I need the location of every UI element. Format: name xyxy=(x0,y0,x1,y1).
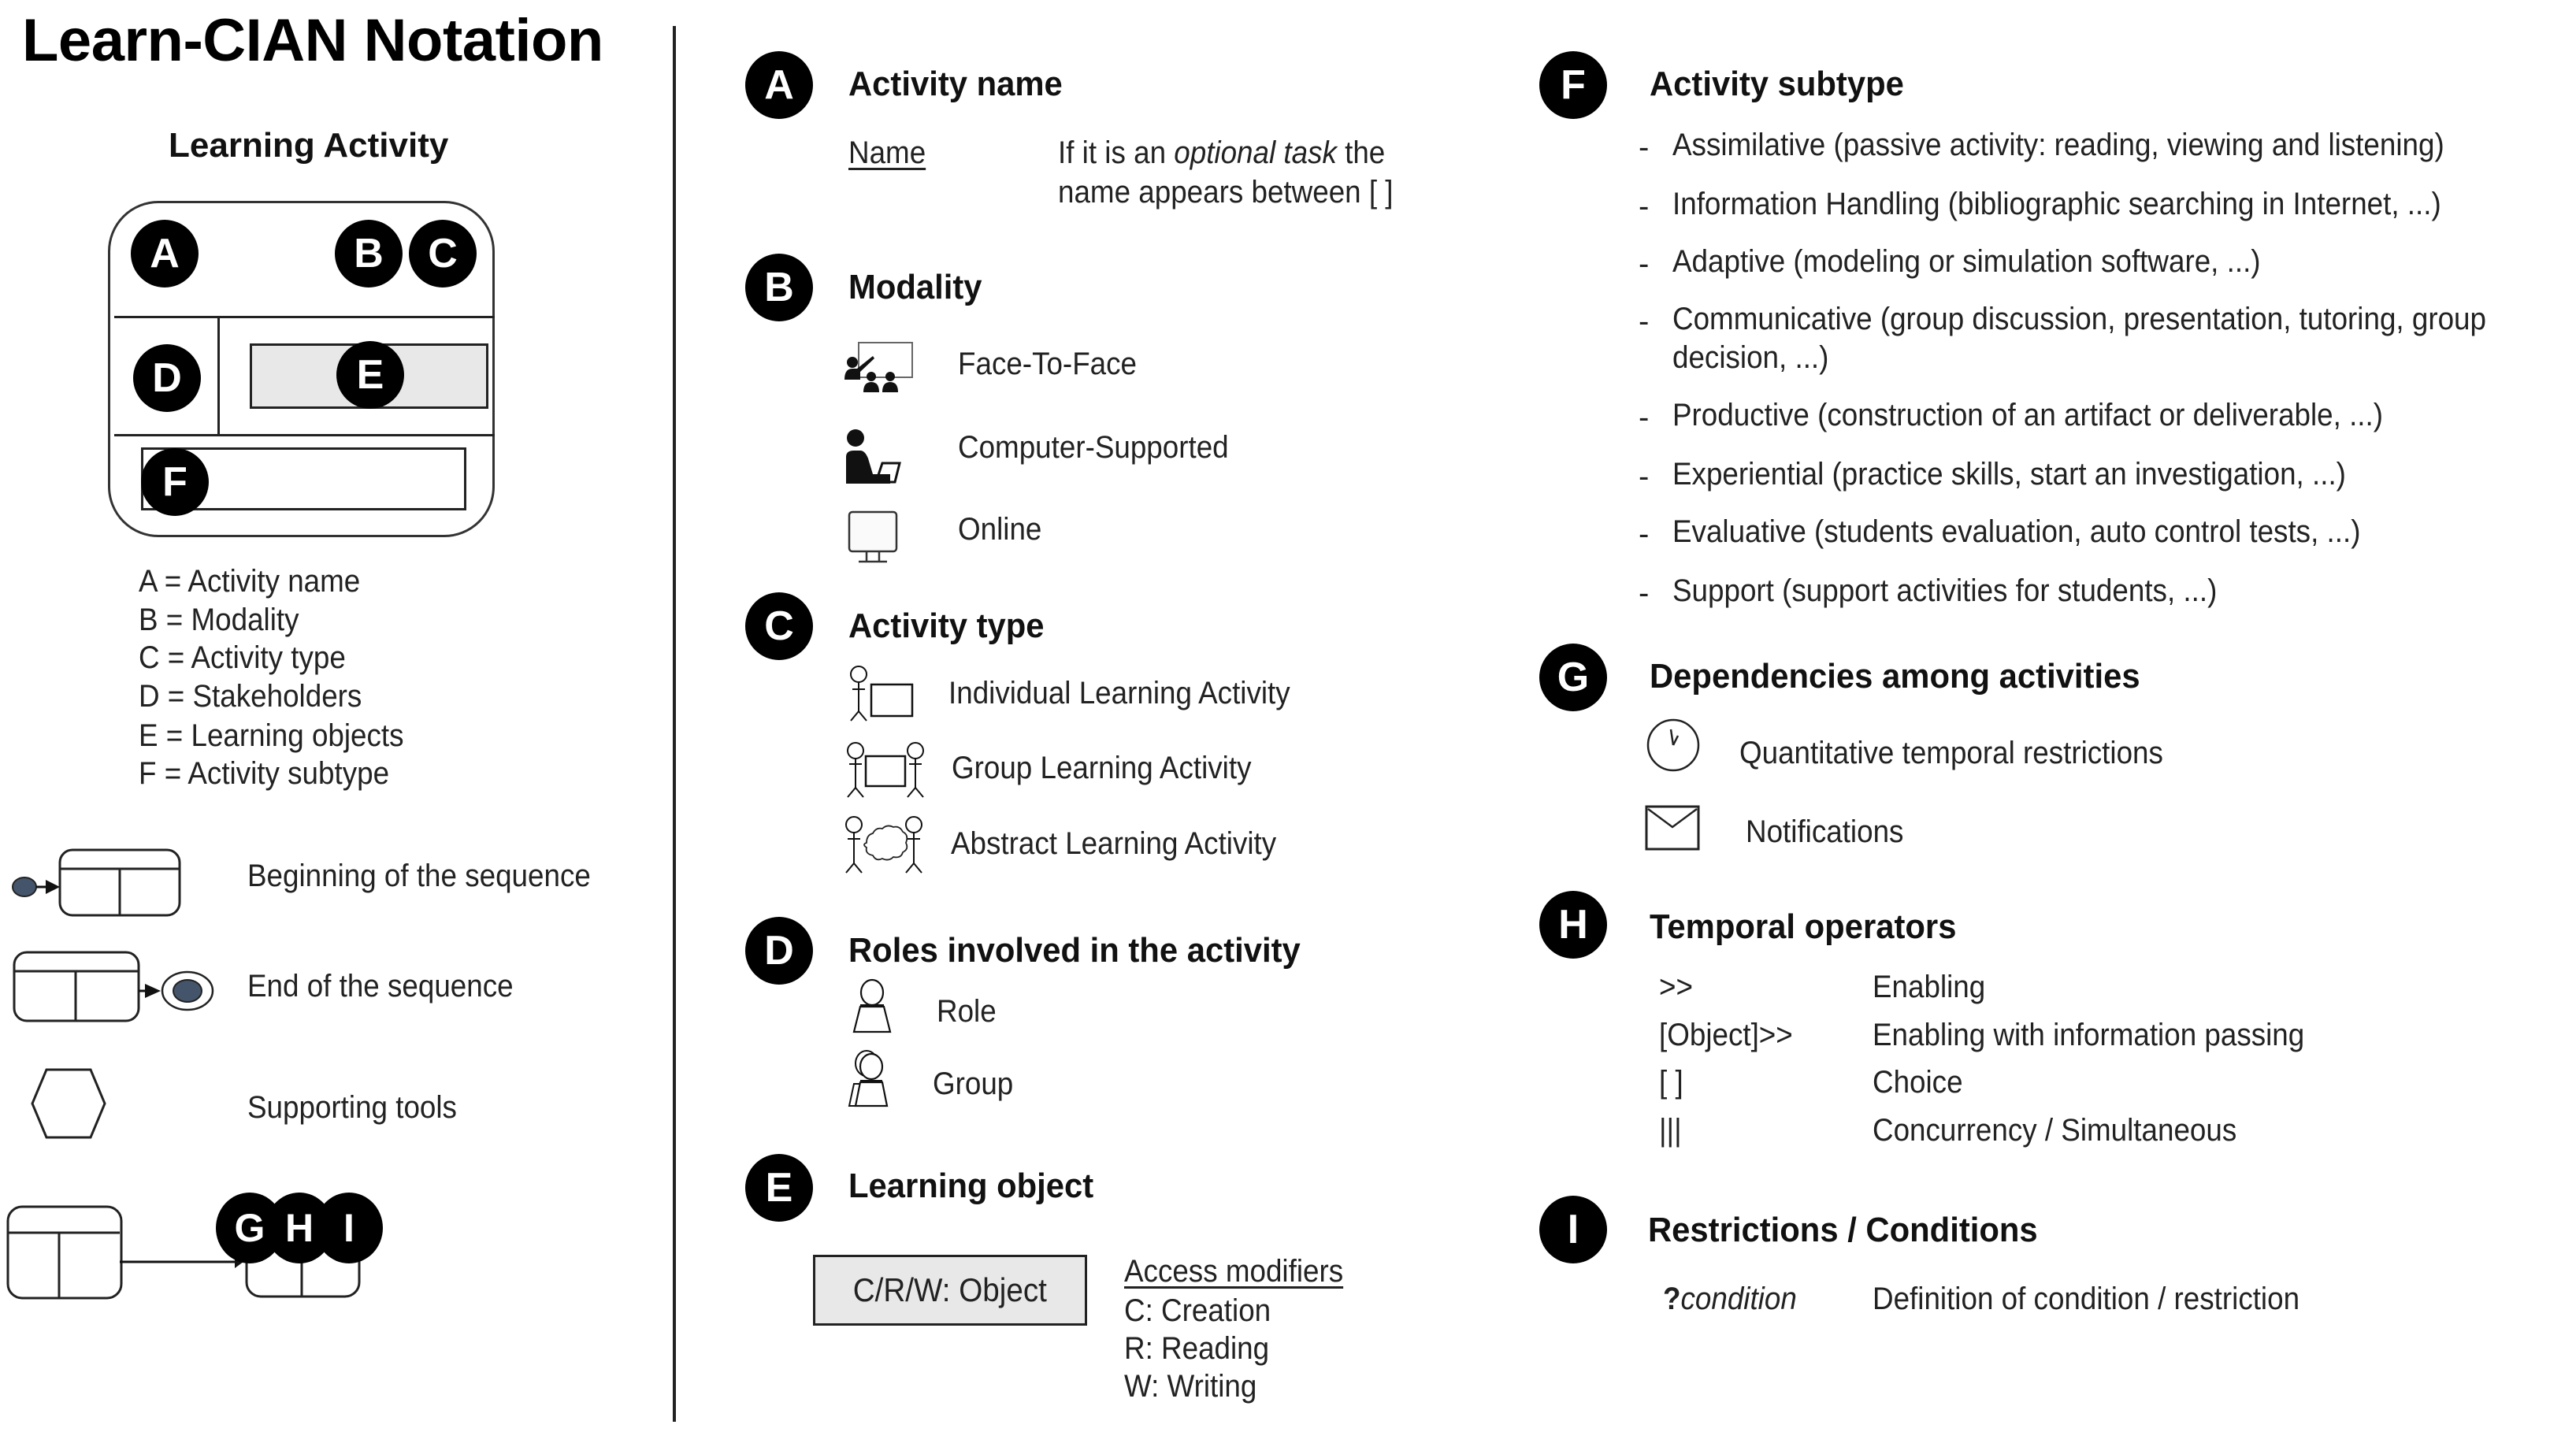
envelope-icon xyxy=(1645,803,1708,859)
section-d-title: Roles involved in the activity xyxy=(848,931,1301,970)
section-f-title: Activity subtype xyxy=(1650,65,1904,103)
legend-item: E = Learning objects xyxy=(139,718,404,753)
start-node-label: Beginning of the sequence xyxy=(247,859,591,893)
end-node-label: End of the sequence xyxy=(247,969,514,1004)
section-c-title: Activity type xyxy=(848,607,1045,645)
computer-supported-icon xyxy=(843,425,914,488)
subtype-item-continued: decision, ...) xyxy=(1672,340,1829,375)
legend-item: B = Modality xyxy=(139,603,299,637)
badge-c: C xyxy=(409,220,477,288)
section-b-badge: B xyxy=(745,254,813,321)
subtype-item: Assimilative (passive activity: reading, viewing and listening) xyxy=(1672,128,2444,162)
operator-symbol: >> xyxy=(1659,970,1693,1004)
name-label: Name xyxy=(848,135,926,170)
access-modifier: R: Reading xyxy=(1124,1331,1270,1366)
modality-computer-supported: Computer-Supported xyxy=(958,430,1229,465)
operator-symbol: [ ] xyxy=(1659,1065,1683,1100)
subtype-item: Communicative (group discussion, presentation, tutoring, group xyxy=(1672,302,2486,336)
legend-item: F = Activity subtype xyxy=(139,756,390,791)
group-activity-icon xyxy=(841,742,928,805)
page-title: Learn-CIAN Notation xyxy=(22,7,603,74)
operator-meaning: Enabling with information passing xyxy=(1873,1018,2305,1052)
group-role-icon xyxy=(848,1049,903,1112)
clock-icon xyxy=(1646,718,1709,781)
individual-activity-icon xyxy=(843,666,922,729)
bullet: - xyxy=(1639,400,1650,435)
access-modifier: C: Creation xyxy=(1124,1293,1271,1328)
section-c-badge: C xyxy=(745,592,813,660)
section-h-title: Temporal operators xyxy=(1650,907,1957,946)
legend-item: C = Activity type xyxy=(139,640,346,675)
condition-prefix: ? xyxy=(1663,1282,1681,1316)
activity-box-divider-top xyxy=(114,316,495,318)
group-label: Group xyxy=(933,1067,1014,1101)
learning-activity-subtitle: Learning Activity xyxy=(169,126,449,165)
operator-symbol: ||| xyxy=(1659,1113,1682,1148)
bullet: - xyxy=(1639,459,1650,494)
section-h-badge: H xyxy=(1539,891,1607,959)
activity-type-group: Group Learning Activity xyxy=(952,751,1252,785)
section-f-badge: F xyxy=(1539,51,1607,119)
subtype-item: Information Handling (bibliographic searching in Internet, ...) xyxy=(1672,187,2441,221)
bullet: - xyxy=(1639,247,1650,281)
hexagon-icon xyxy=(0,1063,189,1150)
subtype-item: Evaluative (students evaluation, auto control tests, ...) xyxy=(1672,514,2361,549)
badge-b: B xyxy=(335,220,403,288)
learning-object-box xyxy=(813,1255,1087,1326)
activity-type-abstract: Abstract Learning Activity xyxy=(951,826,1277,861)
desc-text: If it is an xyxy=(1058,135,1175,170)
badge-f: F xyxy=(141,448,209,516)
subtype-item: Support (support activities for students, ...) xyxy=(1672,573,2218,608)
section-b-title: Modality xyxy=(848,268,982,306)
section-i-title: Restrictions / Conditions xyxy=(1648,1211,2038,1249)
section-a-title: Activity name xyxy=(848,65,1063,103)
legend-item: D = Stakeholders xyxy=(139,679,362,714)
optional-task-description-line2: name appears between [ ] xyxy=(1058,175,1394,210)
operator-meaning: Enabling xyxy=(1873,970,1986,1004)
learning-object-label: C/R/W: Object xyxy=(852,1271,1048,1308)
modality-face-to-face: Face-To-Face xyxy=(958,347,1138,381)
bullet: - xyxy=(1639,517,1650,551)
bullet: - xyxy=(1639,576,1650,610)
subtype-item: Productive (construction of an artifact or deliverable, ...) xyxy=(1672,398,2384,432)
operator-symbol: [Object]>> xyxy=(1659,1018,1793,1052)
section-a-badge: A xyxy=(745,51,813,119)
role-label: Role xyxy=(937,994,997,1029)
section-e-badge: E xyxy=(745,1154,813,1222)
badge-a: A xyxy=(131,220,199,288)
operator-meaning: Concurrency / Simultaneous xyxy=(1873,1113,2237,1148)
badge-g-connection: G xyxy=(216,1193,284,1263)
abstract-activity-icon xyxy=(840,814,928,879)
access-modifier: W: Writing xyxy=(1124,1369,1257,1404)
subtype-item: Adaptive (modeling or simulation software, ...) xyxy=(1672,244,2261,279)
section-g-badge: G xyxy=(1539,644,1607,711)
monitor-icon xyxy=(843,508,906,571)
supporting-tools-label: Supporting tools xyxy=(247,1090,457,1125)
desc-text: the xyxy=(1336,135,1386,170)
badge-i-connection: I xyxy=(315,1193,383,1263)
start-node-icon xyxy=(0,843,189,922)
activity-box-divider-vertical xyxy=(217,317,220,435)
badge-h-connection: H xyxy=(265,1193,333,1263)
condition-meaning: Definition of condition / restriction xyxy=(1873,1282,2300,1316)
section-g-title: Dependencies among activities xyxy=(1650,657,2140,696)
section-d-badge: D xyxy=(745,917,813,985)
role-icon xyxy=(851,977,906,1040)
column-divider xyxy=(673,26,676,1422)
desc-italic: optional task xyxy=(1174,135,1337,170)
condition-symbol xyxy=(1663,1282,1797,1317)
notifications-label: Notifications xyxy=(1746,814,1904,849)
bullet: - xyxy=(1639,189,1650,224)
section-e-title: Learning object xyxy=(848,1167,1094,1205)
legend-item: A = Activity name xyxy=(139,564,361,599)
activity-box-divider-bottom xyxy=(114,434,495,436)
condition-italic: condition xyxy=(1680,1282,1797,1316)
operator-meaning: Choice xyxy=(1873,1065,1963,1100)
modality-online: Online xyxy=(958,512,1042,547)
optional-task-description xyxy=(1058,135,1385,171)
bullet: - xyxy=(1639,130,1650,165)
access-modifiers-title: Access modifiers xyxy=(1124,1254,1344,1289)
badge-e: E xyxy=(336,341,404,409)
bullet: - xyxy=(1639,304,1650,339)
section-i-badge: I xyxy=(1539,1196,1607,1263)
end-node-icon xyxy=(0,945,228,1032)
quantitative-temporal-restrictions: Quantitative temporal restrictions xyxy=(1739,736,2163,770)
badge-d: D xyxy=(133,344,201,412)
face-to-face-icon xyxy=(835,339,906,402)
activity-type-individual: Individual Learning Activity xyxy=(948,676,1290,710)
subtype-item: Experiential (practice skills, start an investigation, ...) xyxy=(1672,457,2346,492)
